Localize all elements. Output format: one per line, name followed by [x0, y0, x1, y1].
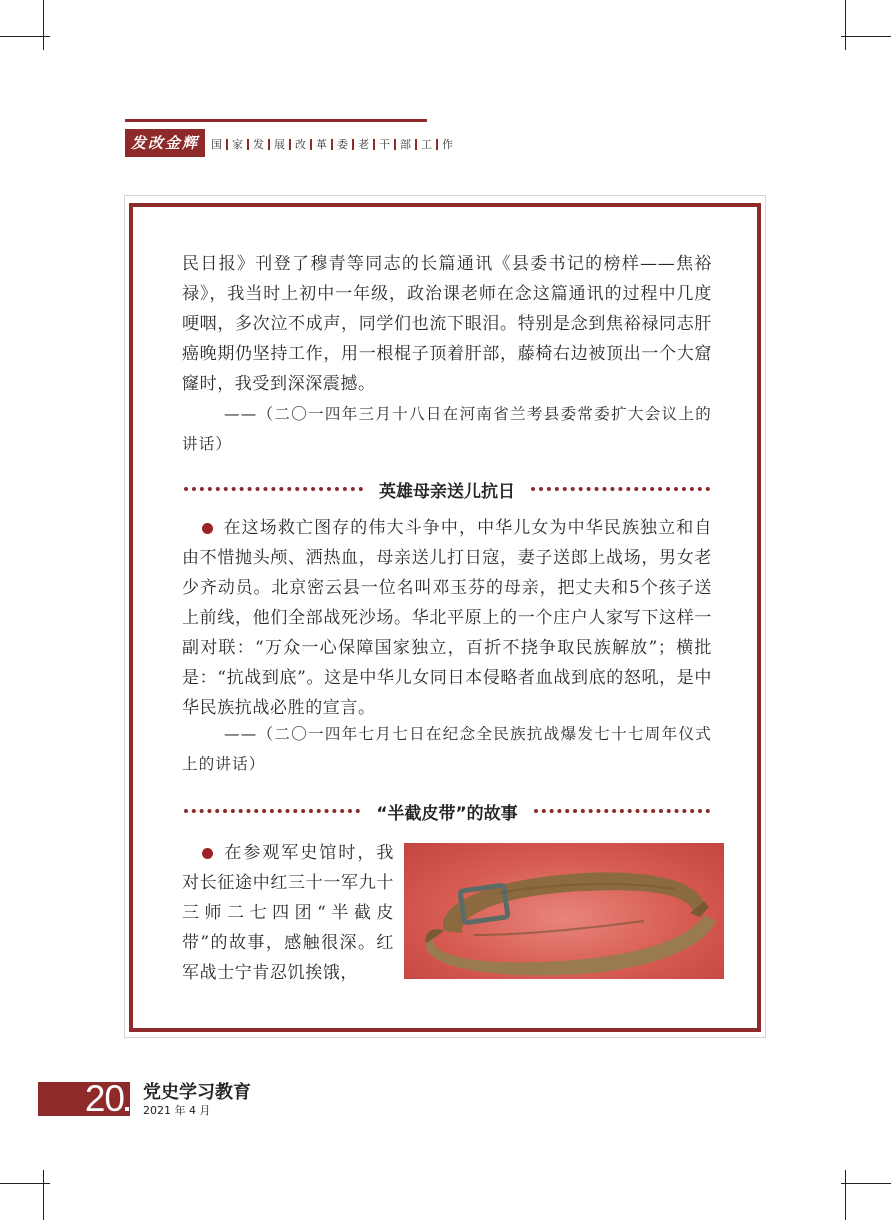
subtitle-char: 改 — [295, 138, 306, 151]
bullet-icon — [202, 523, 213, 534]
subtitle-char: 委 — [337, 138, 348, 151]
page-number-dot — [125, 1107, 129, 1111]
crop-mark — [43, 0, 44, 50]
crop-mark — [841, 1183, 891, 1184]
page-number-box — [38, 1078, 130, 1119]
dotted-rule — [184, 487, 363, 491]
crop-mark — [0, 36, 50, 37]
column-badge: 发改金辉 — [125, 129, 205, 157]
subtitle-char: 部 — [400, 138, 411, 151]
crop-mark — [0, 1183, 50, 1184]
half-belt-photo — [404, 843, 724, 979]
page-number: 20 — [84, 1078, 124, 1119]
section-heading-heroic-mother — [184, 477, 710, 501]
bullet-icon — [202, 848, 213, 859]
subtitle-char: 老 — [358, 138, 369, 151]
crop-mark — [845, 0, 846, 50]
subtitle-char: 国 — [211, 138, 222, 151]
paragraph-half-belt — [182, 838, 394, 988]
crop-mark — [43, 1170, 44, 1220]
dotted-rule — [534, 809, 710, 813]
column-subtitle — [209, 133, 455, 155]
publication-title: 党史学习教育 — [143, 1082, 251, 1103]
belt-illustration — [404, 843, 724, 979]
paragraph-text: 在这场救亡图存的伟大斗争中，中华儿女为中华民族独立和自由不惜抛头颅、洒热血，母亲送儿打日寇，妻子送郎上战场，男女老少齐动员。北京密云县一位名叫邓玉芬的母亲，把丈夫和5个孩子送上前线，他们全部战死沙场。华北平原上的一个庄户人家写下这样一副对联：“万众一心保障国家独立，百折不挠争取民族解放”；横批是：“抗战到底”。这是中华儿女同日本侵略者血战到底的怒吼，是中华民族抗战必胜的宣言。 — [182, 518, 712, 718]
publication-date: 2021 年 4 月 — [143, 1104, 211, 1117]
header-rule — [125, 119, 427, 122]
section-heading-half-belt — [184, 799, 710, 823]
dotted-rule — [184, 809, 360, 813]
subtitle-char: 家 — [232, 138, 243, 151]
subtitle-char: 发 — [253, 138, 264, 151]
citation-1: ——（二〇一四年三月十八日在河南省兰考县委常委扩大会议上的讲话） — [182, 405, 712, 453]
section-title: 英雄母亲送儿抗日 — [379, 481, 515, 502]
subtitle-char: 展 — [274, 138, 285, 151]
paragraph-heroic-mother — [182, 513, 712, 723]
paragraph-text: 在参观军史馆时，我对长征途中红三十一军九十三师二七四团“半截皮带”的故事，感触很深。红军战士宁肯忍饥挨饿， — [182, 843, 394, 983]
section-title: “半截皮带”的故事 — [376, 803, 518, 824]
subtitle-char: 作 — [442, 138, 453, 151]
subtitle-char: 革 — [316, 138, 327, 151]
intro-paragraph: 民日报》刊登了穆青等同志的长篇通讯《县委书记的榜样——焦裕禄》，我当时上初中一年级，政治课老师在念这篇通讯的过程中几度哽咽，多次泣不成声，同学们也流下眼泪。特别是念到焦裕禄同志肝癌晚期仍坚持工作，用一根棍子顶着肝部，藤椅右边被顶出一个大窟窿时，我受到深深震撼。 — [182, 254, 712, 394]
subtitle-char: 干 — [379, 138, 390, 151]
citation-2: ——（二〇一四年七月七日在纪念全民族抗战爆发七十七周年仪式上的讲话） — [182, 725, 712, 773]
crop-mark — [841, 36, 891, 37]
dotted-rule — [531, 487, 710, 491]
subtitle-char: 工 — [421, 138, 432, 151]
crop-mark — [845, 1170, 846, 1220]
